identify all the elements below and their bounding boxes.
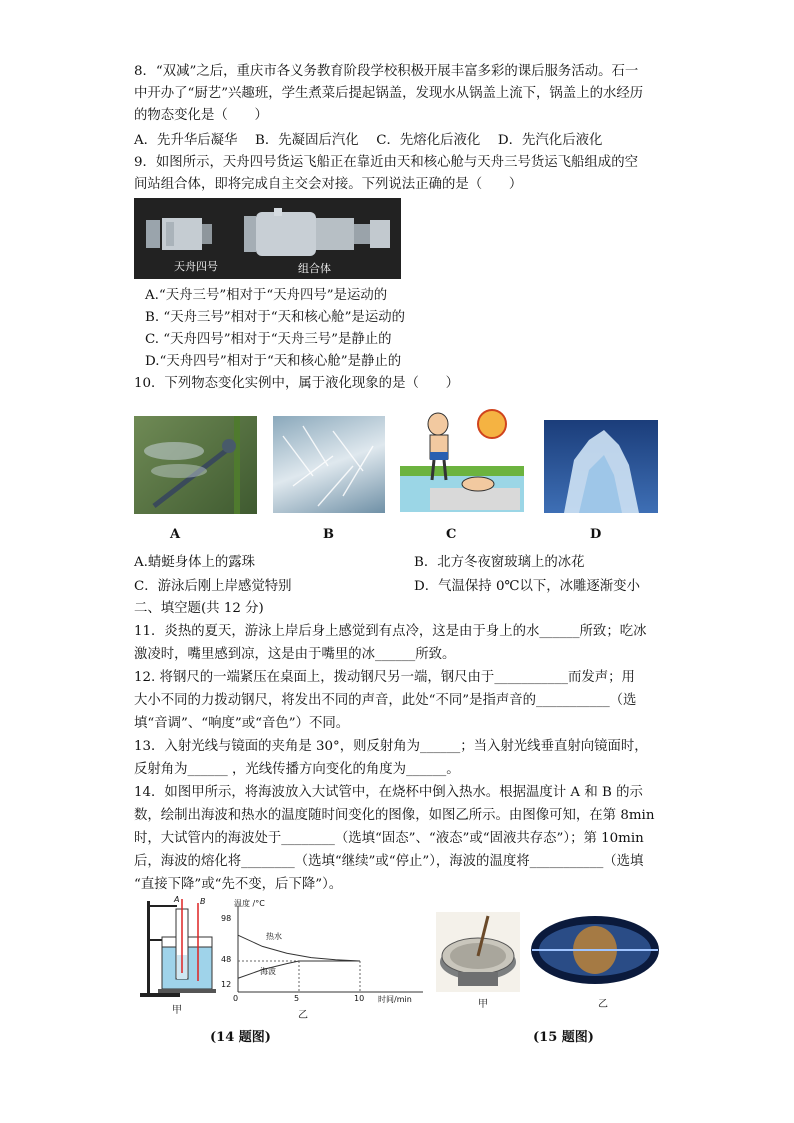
- chart-ylabel: 温度 /°C: [234, 899, 265, 908]
- q11-line2: 激凌时，嘴里感到凉，这是由于嘴里的冰______所致。: [134, 647, 456, 662]
- fig14-caption: (14 题图): [210, 1030, 271, 1045]
- label-tianzhou4: 天舟四号: [174, 260, 218, 273]
- celestial-sphere-photo: [530, 914, 660, 986]
- q9-line1: 9．如图所示，天舟四号货运飞船正在靠近由天和核心舱与天舟三号货运飞船组成的空: [134, 155, 638, 170]
- q10-optA: A.蜻蜓身体上的露珠: [134, 555, 256, 570]
- swimmer-cartoon: [400, 402, 524, 513]
- q10-optB: B．北方冬夜窗玻璃上的冰花: [414, 555, 585, 570]
- q10-line1: 10．下列物态变化实例中，属于液化现象的是（ ）: [134, 376, 460, 391]
- sundial-photo: [436, 912, 520, 992]
- q14-line3: 时，大试管内的海波处于________（选填“固态”、“液态”或“固液共存态”）；第 10min: [134, 831, 644, 846]
- section2-heading: 二、填空题(共 12 分): [134, 601, 264, 616]
- chart-ytick-98: 98: [221, 914, 232, 923]
- chart-ytick-48: 48: [221, 955, 232, 964]
- q9-line2: 间站组合体，即将完成自主交会对接。下列说法正确的是（ ）: [134, 177, 523, 192]
- q14-line4: 后，海波的熔化将________（选填“继续”或“停止”），海波的温度将___________（选填: [134, 854, 644, 869]
- q10-label-d: D: [590, 527, 602, 542]
- fig15-yi-label: 乙: [598, 999, 608, 1010]
- q13-line1: 13．入射光线与镜面的夹角是 30°，则反射角为______；当入射光线垂直射向镜面时，: [134, 739, 648, 754]
- q12-line2: 大小不同的力拨动钢尺，将发出不同的声音，此处“不同”是指声音的___________（选: [134, 693, 637, 708]
- q11-line1: 11．炎热的夏天，游泳上岸后身上感觉到有点冷，这是由于身上的水______所致；吃冰: [134, 624, 647, 639]
- q9-optB: B. “天舟三号”相对于“天和核心舱”是运动的: [145, 310, 405, 325]
- q9-optA: A.“天舟三号”相对于“天舟四号”是运动的: [145, 288, 388, 303]
- q10-label-a: A: [170, 527, 181, 542]
- fig15-caption: (15 题图): [533, 1030, 594, 1045]
- chart-xlabel: 时间/min: [378, 995, 412, 1004]
- series-label-hypo: 海波: [260, 967, 276, 976]
- q8-line1: 8．“双减”之后，重庆市各义务教育阶段学校积极开展丰富多彩的课后服务活动。石一: [134, 64, 639, 79]
- label-a: A: [174, 895, 180, 904]
- chart-xtick-5: 5: [294, 994, 300, 1003]
- q8-options: A．先升华后凝华 B．先凝固后汽化 C．先熔化后液化 D．先汽化后液化: [134, 133, 603, 148]
- q12-line3: 填“音调”、“响度”或“音色”）不同。: [134, 716, 350, 731]
- fig14-jia-label: 甲: [172, 1005, 182, 1016]
- label-b: B: [200, 897, 206, 906]
- q14-line2: 数，绘制出海波和热水的温度随时间变化的图像，如图乙所示。由图像可知，在第 8min: [134, 808, 655, 823]
- q13-line2: 反射角为______ ，光线传播方向变化的角度为______。: [134, 762, 460, 777]
- fig15-jia-label: 甲: [478, 999, 488, 1010]
- q14-line5: “直接下降”或“先不变，后下降”）。: [134, 877, 343, 892]
- q10-label-b: B: [323, 527, 334, 542]
- fig14-chart: [218, 898, 428, 1021]
- q14-line1: 14．如图甲所示，将海波放入大试管中，在烧杯中倒入热水。根据温度计 A 和 B 的示: [134, 785, 643, 800]
- chart-xtick-10: 10: [354, 994, 365, 1003]
- space-station-image: [134, 198, 401, 279]
- q10-label-c: C: [446, 527, 457, 542]
- q9-optC: C. “天舟四号”相对于“天舟三号”是静止的: [145, 332, 392, 347]
- dragonfly-photo: [134, 416, 257, 514]
- q12-line1: 12. 将钢尺的一端紧压在桌面上，拨动钢尺另一端，钢尺由于___________而发声；用: [134, 670, 635, 685]
- ice-sculpture-photo: [544, 420, 658, 513]
- fig14-apparatus: [138, 895, 220, 1016]
- fig14-yi-label: 乙: [298, 1010, 308, 1021]
- label-combo: 组合体: [298, 262, 331, 275]
- q10-optC: C．游泳后刚上岸感觉特别: [134, 579, 292, 594]
- q8-line3: 的物态变化是（ ）: [134, 108, 268, 123]
- q9-optD: D.“天舟四号”相对于“天和核心舱”是静止的: [145, 354, 402, 369]
- chart-xtick-0: 0: [233, 994, 239, 1003]
- chart-ytick-12: 12: [221, 980, 232, 989]
- q8-line2: 中开办了“厨艺”兴趣班，学生煮菜后提起锅盖，发现水从锅盖上流下，锅盖上的水经历: [134, 86, 644, 101]
- frost-window-photo: [273, 416, 385, 513]
- q10-optD: D．气温保持 0℃以下，冰雕逐渐变小: [414, 579, 640, 594]
- series-label-hot-water: 热水: [266, 932, 282, 941]
- series-line-0: [238, 935, 360, 961]
